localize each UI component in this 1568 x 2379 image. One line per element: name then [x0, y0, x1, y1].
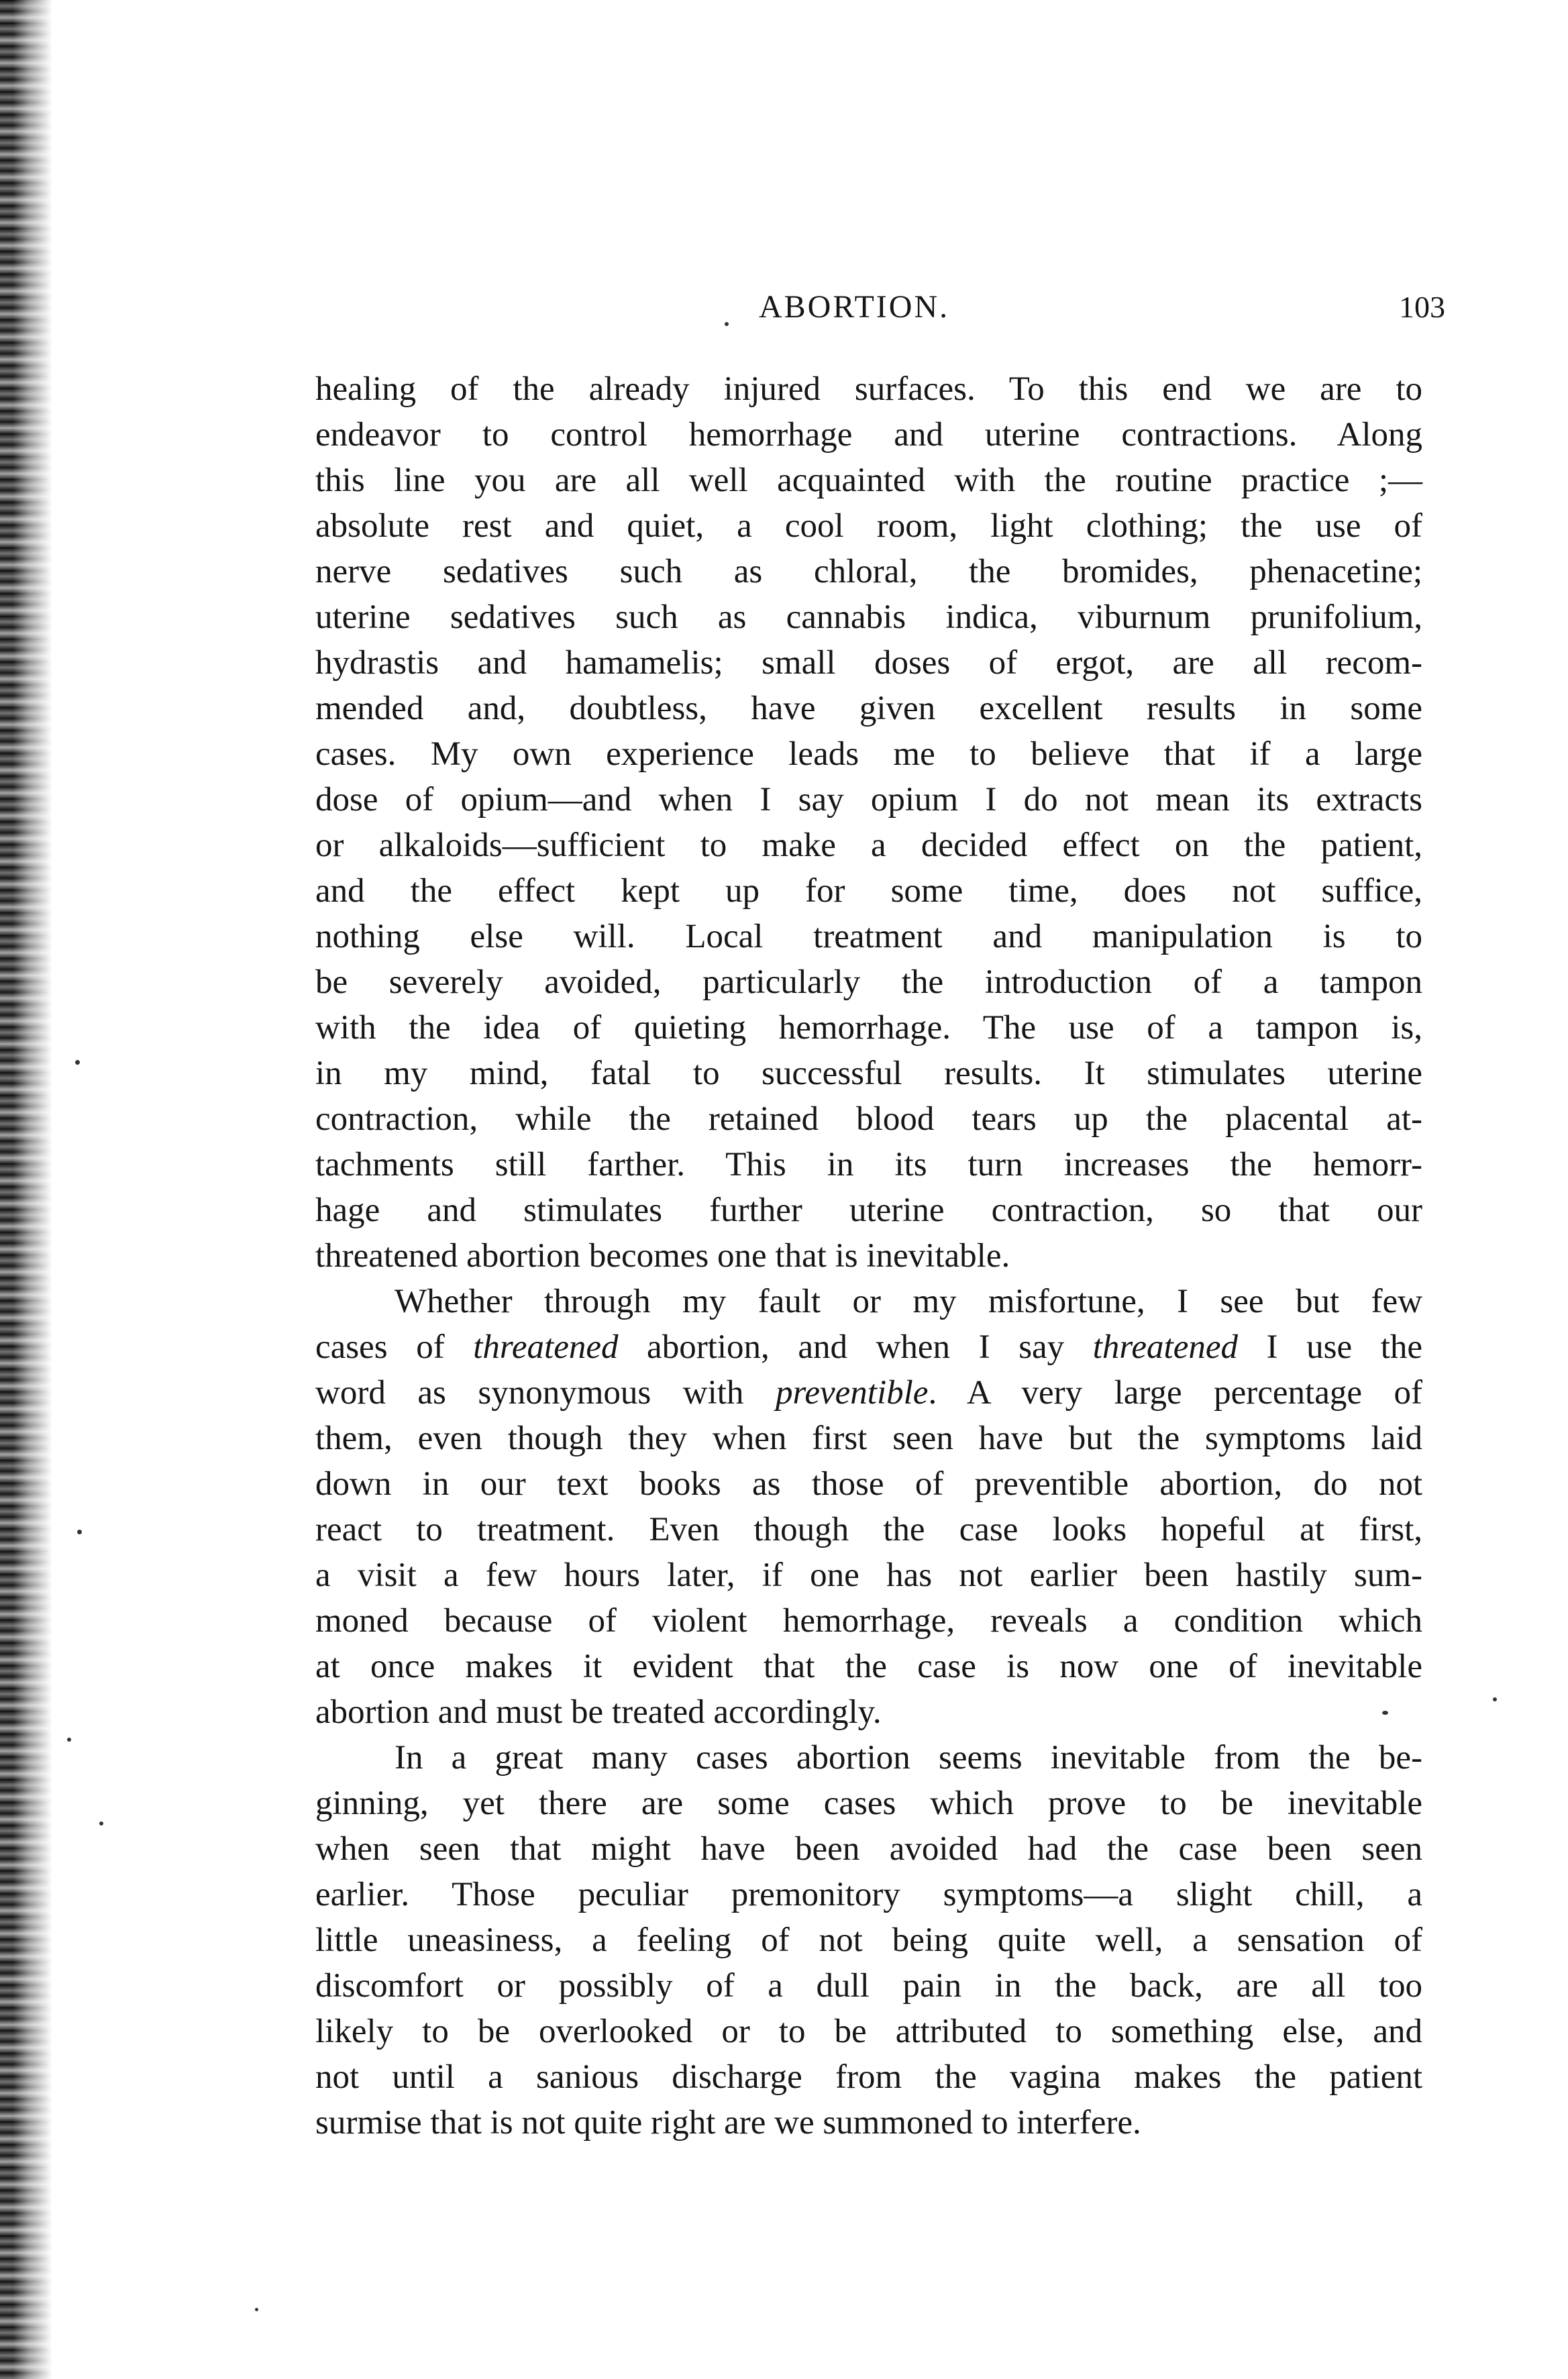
- page-number: 103: [1399, 290, 1445, 324]
- text-line: uterine sedatives such as cannabis indica, viburnum prunifolium,: [315, 598, 1422, 636]
- text-line: discomfort or possibly of a dull pain in the back, are all too: [315, 1967, 1422, 2005]
- text-line: nothing else will. Local treatment and manipulation is to: [315, 918, 1422, 955]
- scan-speck: [77, 1530, 82, 1534]
- text-line: healing of the already injured surfaces. To this end we are to: [315, 370, 1422, 408]
- text-line: abortion and must be treated accordingly.: [315, 1693, 882, 1731]
- italic-emphasis: threatened: [1092, 1328, 1238, 1366]
- text-line: moned because of violent hemorrhage, reveals a condition which: [315, 1602, 1422, 1640]
- scan-speck: [99, 1821, 103, 1826]
- text-line: them, even though they when first seen have but the symptoms laid: [315, 1420, 1422, 1457]
- text-line: earlier. Those peculiar premonitory symptoms—a slight chill, a: [315, 1876, 1422, 1913]
- text-line: In a great many cases abortion seems inevitable from the be-: [395, 1739, 1422, 1777]
- scan-speck: [75, 1060, 80, 1065]
- text-line: this line you are all well acquainted with the routine practice ;—: [315, 462, 1422, 499]
- scan-speck: [67, 1738, 71, 1742]
- italic-emphasis: threatened: [473, 1328, 619, 1366]
- text-line: likely to be overlooked or to be attributed to something else, and: [315, 2013, 1422, 2050]
- paragraph-2: [315, 1279, 1422, 1735]
- body-text: [315, 366, 1422, 2146]
- text-line: contraction, while the retained blood tears up the placental at-: [315, 1100, 1422, 1138]
- text-line: threatened abortion becomes one that is inevitable.: [315, 1237, 1010, 1275]
- text-line: dose of opium—and when I say opium I do not mean its extracts: [315, 781, 1422, 818]
- text-line: be severely avoided, particularly the introduction of a tampon: [315, 963, 1422, 1001]
- text-line: hydrastis and hamamelis; small doses of ergot, are all recom-: [315, 644, 1422, 682]
- text-line: when seen that might have been avoided had the case been seen: [315, 1830, 1422, 1868]
- text-line: endeavor to control hemorrhage and uterine contractions. Along: [315, 416, 1422, 454]
- text-line: react to treatment. Even though the case looks hopeful at first,: [315, 1511, 1422, 1548]
- text-line: cases of threatened abortion, and when I say threatened I use the: [315, 1328, 1422, 1366]
- text-line: cases. My own experience leads me to believe that if a large: [315, 735, 1422, 773]
- scan-speck: [255, 2308, 258, 2311]
- paragraph-3: [315, 1735, 1422, 2146]
- scan-speck: [1493, 1697, 1497, 1701]
- italic-emphasis: preventible: [775, 1374, 929, 1412]
- text-line: mended and, doubtless, have given excellent results in some: [315, 690, 1422, 727]
- text-line: Whether through my fault or my misfortune, I see but few: [395, 1283, 1422, 1320]
- text-line: surmise that is not quite right are we summoned to interfere.: [315, 2104, 1141, 2142]
- paragraph-1: [315, 366, 1422, 1279]
- scanned-binding-edge: [0, 0, 52, 2379]
- text-line: in my mind, fatal to successful results. It stimulates uterine: [315, 1055, 1422, 1092]
- text-line: at once makes it evident that the case is now one of inevitable: [315, 1648, 1422, 1685]
- running-title: ABORTION.: [759, 289, 950, 325]
- text-line: little uneasiness, a feeling of not being quite well, a sensation of: [315, 1921, 1422, 1959]
- text-line: and the effect kept up for some time, does not suffice,: [315, 872, 1422, 910]
- text-line: with the idea of quieting hemorrhage. The use of a tampon is,: [315, 1009, 1422, 1047]
- text-line: ginning, yet there are some cases which prove to be inevitable: [315, 1785, 1422, 1822]
- text-line: absolute rest and quiet, a cool room, light clothing; the use of: [315, 507, 1422, 545]
- text-line: nerve sedatives such as chloral, the bromides, phenacetine;: [315, 553, 1422, 590]
- text-line: or alkaloids—sufficient to make a decided effect on the patient,: [315, 827, 1422, 864]
- text-line: word as synonymous with preventible. A very large percentage of: [315, 1374, 1422, 1412]
- running-head: [0, 280, 1568, 334]
- text-line: tachments still farther. This in its turn increases the hemorr-: [315, 1146, 1422, 1183]
- text-line: a visit a few hours later, if one has not earlier been hastily sum-: [315, 1556, 1422, 1594]
- text-line: hage and stimulates further uterine contraction, so that our: [315, 1192, 1422, 1229]
- text-line: down in our text books as those of preventible abortion, do not: [315, 1465, 1422, 1503]
- text-line: not until a sanious discharge from the vagina makes the patient: [315, 2058, 1422, 2096]
